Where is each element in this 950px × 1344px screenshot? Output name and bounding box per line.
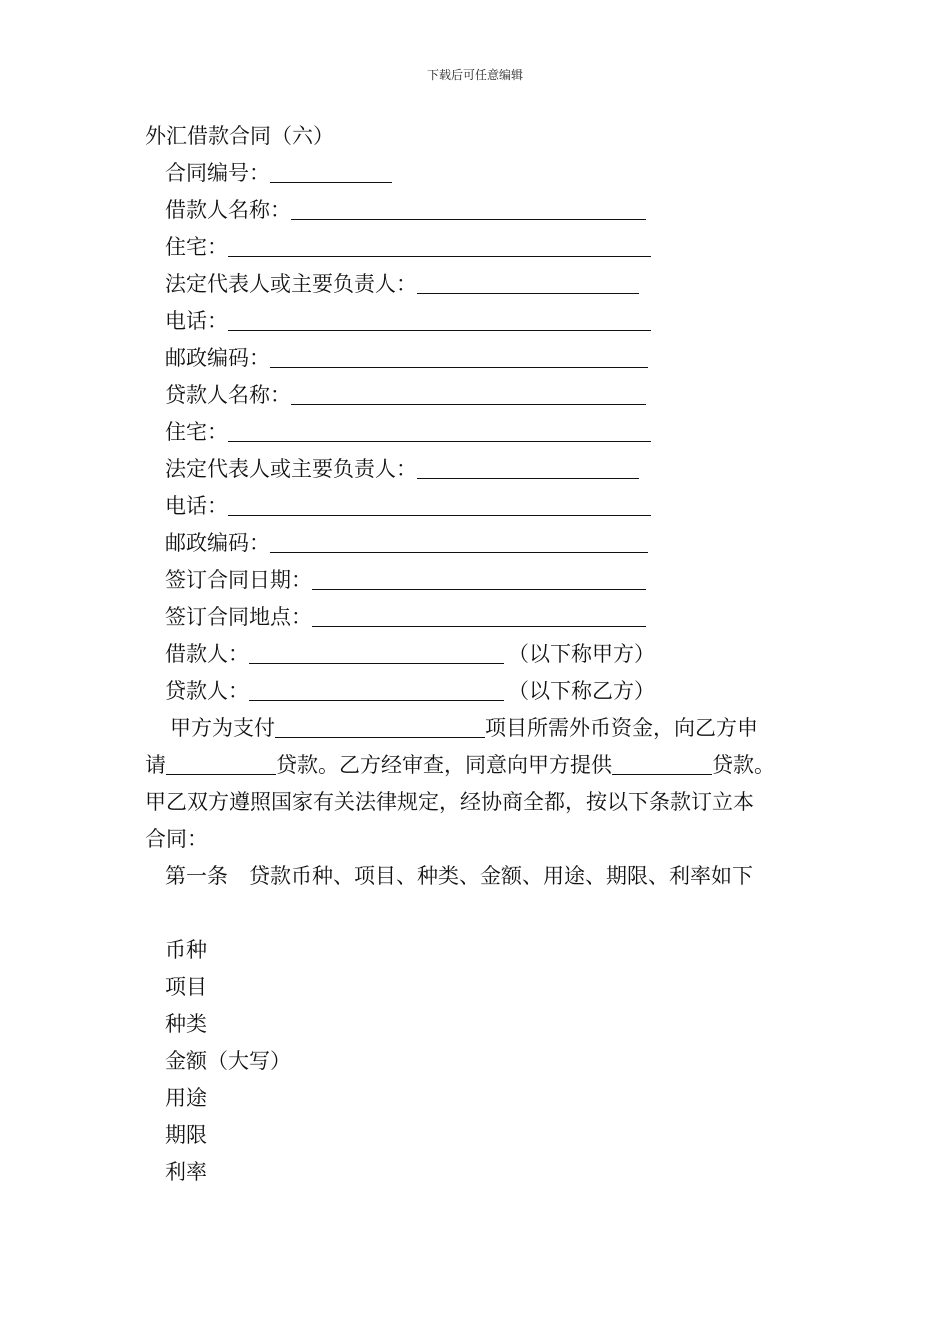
field-borrower-name <box>145 192 810 229</box>
party-lender <box>145 673 810 710</box>
blank-line[interactable] <box>249 678 504 701</box>
field-label: 借款人名称： <box>165 198 291 222</box>
field-label: 电话： <box>165 309 228 333</box>
paragraph-text: 甲方为支付 <box>170 716 275 740</box>
blank-line[interactable] <box>275 715 485 738</box>
field-label: 住宅： <box>165 235 228 259</box>
blank-line[interactable] <box>270 160 392 183</box>
field-label: 法定代表人或主要负责人： <box>165 272 417 296</box>
paragraph-line-2 <box>145 747 810 784</box>
blank-line[interactable] <box>249 641 504 664</box>
field-label: 贷款人名称： <box>165 383 291 407</box>
blank-line[interactable] <box>270 345 648 368</box>
blank-line[interactable] <box>291 382 646 405</box>
spacer <box>145 895 810 932</box>
blank-line[interactable] <box>291 197 646 220</box>
field-label: 电话： <box>165 494 228 518</box>
paragraph-text: 请 <box>145 753 166 777</box>
loan-item-type: 种类 <box>165 1012 207 1036</box>
loan-item-currency: 币种 <box>165 938 207 962</box>
field-borrower-representative <box>145 266 810 303</box>
field-label: 合同编号： <box>165 161 270 185</box>
purpose-paragraph <box>145 710 810 858</box>
blank-line[interactable] <box>166 752 276 775</box>
loan-item-amount: 金额（大写） <box>165 1049 291 1073</box>
blank-line[interactable] <box>228 419 651 442</box>
blank-line[interactable] <box>228 234 651 257</box>
paragraph-line-3: 甲乙双方遵照国家有关法律规定，经协商全都，按以下条款订立本 <box>145 790 754 814</box>
blank-line[interactable] <box>417 456 639 479</box>
loan-item-term: 期限 <box>165 1123 207 1147</box>
party-borrower <box>145 636 810 673</box>
page-header-note: 下载后可任意编辑 <box>426 68 523 82</box>
paragraph-text: 贷款。乙方经审查，同意向甲方提供 <box>276 753 612 777</box>
field-label: 法定代表人或主要负责人： <box>165 457 417 481</box>
field-label: 邮政编码： <box>165 346 270 370</box>
party-label: 贷款人： <box>165 679 249 703</box>
blank-line[interactable] <box>612 752 712 775</box>
field-contract-number <box>145 155 810 192</box>
field-label: 签订合同日期： <box>165 568 312 592</box>
blank-line[interactable] <box>270 530 648 553</box>
field-lender-representative <box>145 451 810 488</box>
field-lender-postcode <box>145 525 810 562</box>
blank-line[interactable] <box>417 271 639 294</box>
blank-line[interactable] <box>228 493 651 516</box>
party-suffix: （以下称乙方） <box>508 679 655 703</box>
loan-item-project: 项目 <box>165 975 207 999</box>
field-lender-address <box>145 414 810 451</box>
blank-line[interactable] <box>312 567 646 590</box>
field-signing-place <box>145 599 810 636</box>
contract-title: 外汇借款合同（六） <box>145 124 334 148</box>
field-signing-date <box>145 562 810 599</box>
blank-line[interactable] <box>228 308 651 331</box>
loan-item-purpose: 用途 <box>165 1086 207 1110</box>
paragraph-text: 贷款。 <box>712 753 775 777</box>
paragraph-text: 项目所需外币资金，向乙方申 <box>485 716 758 740</box>
field-lender-name <box>145 377 810 414</box>
party-label: 借款人： <box>165 642 249 666</box>
blank-line[interactable] <box>312 604 646 627</box>
paragraph-line-1 <box>145 710 810 747</box>
field-borrower-address <box>145 229 810 266</box>
field-label: 住宅： <box>165 420 228 444</box>
field-lender-phone <box>145 488 810 525</box>
field-borrower-phone <box>145 303 810 340</box>
field-label: 签订合同地点： <box>165 605 312 629</box>
party-suffix: （以下称甲方） <box>508 642 655 666</box>
loan-item-rate: 利率 <box>165 1160 207 1184</box>
field-label: 邮政编码： <box>165 531 270 555</box>
article-1-heading: 第一条 贷款币种、项目、种类、金额、用途、期限、利率如下 <box>165 864 753 888</box>
paragraph-line-4: 合同： <box>145 827 208 851</box>
contract-page <box>145 118 810 1191</box>
field-borrower-postcode <box>145 340 810 377</box>
